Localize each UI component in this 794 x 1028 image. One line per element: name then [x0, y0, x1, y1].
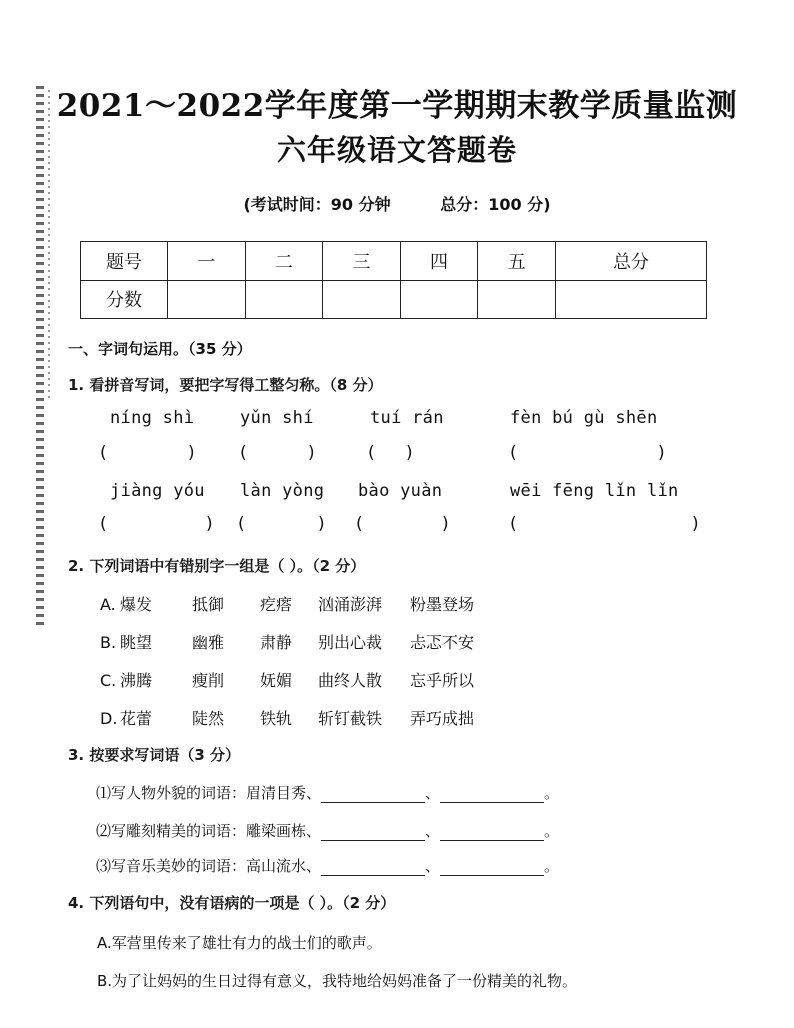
score-header-cell: 五 — [478, 242, 556, 281]
score-cell[interactable] — [245, 280, 323, 319]
answer-bracket-close: ) — [442, 514, 449, 534]
answer-bracket-close: ) — [308, 443, 315, 463]
q4-option-a[interactable]: A.军营里传来了雄壮有力的战士们的歌声。 — [97, 934, 382, 952]
option-word: 陡然 — [192, 709, 225, 728]
end-mark: 。 — [544, 822, 560, 840]
q3-item-1 — [96, 782, 559, 803]
option-word: 爆发 — [120, 595, 153, 614]
option-word: 眺望 — [120, 633, 153, 652]
q2-option-d[interactable] — [100, 706, 474, 729]
q2-option-b[interactable] — [100, 630, 474, 653]
option-word: 别出心裁 — [318, 633, 383, 652]
q4-option-b[interactable]: B.为了让妈妈的生日过得有意义，我特地给妈妈准备了一份精美的礼物。 — [97, 972, 578, 990]
answer-blank[interactable] — [440, 824, 544, 841]
score-cell[interactable] — [168, 280, 246, 319]
score-table-score-row — [81, 280, 707, 319]
score-header-cell: 三 — [323, 242, 401, 281]
end-mark: 。 — [544, 784, 560, 802]
score-cell[interactable] — [478, 280, 556, 319]
answer-bracket-close: ) — [406, 443, 413, 463]
score-header-cell: 二 — [245, 242, 323, 281]
exam-time: (考试时间：90 分钟 — [243, 195, 391, 214]
option-word: 抵御 — [192, 595, 225, 614]
q4-stem: 4. 下列语句中，没有语病的一项是（ ）。（2 分） — [68, 894, 396, 912]
answer-blank[interactable] — [321, 859, 425, 876]
option-word: 忐忑不安 — [410, 633, 475, 652]
option-word: 疙瘩 — [260, 595, 293, 614]
option-word: 曲终人散 — [318, 671, 383, 690]
pinyin-8: wēi fēng lǐn lǐn — [510, 481, 679, 501]
option-word: 粉墨登场 — [410, 595, 475, 614]
option-word: 斩钉截铁 — [318, 709, 383, 728]
exam-subtitle: 六年级语文答题卷 — [276, 133, 517, 167]
q2-stem: 2. 下列词语中有错别字一组是（ ）。（2 分） — [68, 557, 366, 575]
option-word: 花蕾 — [120, 709, 153, 728]
score-header-cell: 四 — [400, 242, 478, 281]
answer-bracket-close: ) — [658, 443, 665, 463]
option-word: 幽雅 — [192, 633, 225, 652]
q3-item-text: ⑴写人物外貌的词语：眉清目秀、 — [96, 784, 322, 802]
option-label: A. — [100, 595, 116, 614]
answer-bracket-close: ) — [692, 514, 699, 534]
section-1-title: 一、字词句运用。（35 分） — [68, 340, 252, 358]
option-label: C. — [100, 671, 117, 690]
end-mark: 。 — [544, 857, 560, 875]
pinyin-4: fèn bú gù shēn — [510, 408, 658, 428]
pinyin-2: yǔn shí — [240, 408, 314, 428]
answer-bracket-open: ( — [240, 443, 247, 463]
q2-option-c[interactable] — [100, 668, 474, 691]
score-header-cell: 总分 — [555, 242, 706, 281]
option-label: B. — [100, 633, 117, 652]
score-header-cell: 一 — [168, 242, 246, 281]
separator: 、 — [425, 822, 441, 840]
option-word: 瘦削 — [192, 671, 225, 690]
option-word: 忘乎所以 — [410, 671, 475, 690]
score-header-cell: 题号 — [81, 242, 168, 281]
separator: 、 — [425, 857, 441, 875]
answer-bracket-open: ( — [510, 514, 517, 534]
score-cell[interactable] — [323, 280, 401, 319]
answer-bracket-close: ) — [318, 514, 325, 534]
answer-blank[interactable] — [321, 824, 425, 841]
pinyin-6: làn yòng — [240, 481, 325, 501]
answer-blank[interactable] — [321, 786, 425, 803]
option-word: 沸腾 — [120, 671, 153, 690]
answer-bracket-open: ( — [100, 443, 107, 463]
option-word: 铁轨 — [260, 709, 293, 728]
q3-item-2 — [96, 820, 559, 841]
score-cell[interactable] — [400, 280, 478, 319]
q1-stem: 1. 看拼音写词，要把字写得工整匀称。（8 分） — [68, 376, 383, 394]
separator: 、 — [425, 784, 441, 802]
option-word: 弄巧成拙 — [410, 709, 475, 728]
exam-title: 2021～2022学年度第一学期期末教学质量监测 — [56, 88, 738, 124]
answer-bracket-open: ( — [100, 514, 107, 534]
option-word: 妩媚 — [260, 671, 293, 690]
pinyin-3: tuí rán — [370, 408, 444, 428]
score-cell[interactable] — [555, 280, 706, 319]
q3-stem: 3. 按要求写词语（3 分） — [68, 746, 241, 764]
q3-item-text: ⑵写雕刻精美的词语：雕梁画栋、 — [96, 822, 322, 840]
option-word: 汹涌澎湃 — [318, 595, 383, 614]
exam-info — [0, 192, 794, 215]
answer-bracket-close: ) — [188, 443, 195, 463]
option-label: D. — [100, 709, 118, 728]
answer-bracket-open: ( — [368, 443, 375, 463]
pinyin-7: bào yuàn — [358, 481, 443, 501]
answer-bracket-open: ( — [238, 514, 245, 534]
answer-blank[interactable] — [440, 786, 544, 803]
total-score: 总分：100 分) — [440, 195, 551, 214]
q3-item-3 — [96, 855, 559, 876]
score-table-header-row — [81, 242, 707, 281]
pinyin-5: jiàng yóu — [110, 481, 205, 501]
score-table — [80, 241, 707, 319]
pinyin-1: níng shì — [110, 408, 195, 428]
option-word: 肃静 — [260, 633, 293, 652]
score-row-label: 分数 — [81, 280, 168, 319]
q3-item-text: ⑶写音乐美妙的词语：高山流水、 — [96, 857, 322, 875]
answer-bracket-open: ( — [356, 514, 363, 534]
answer-bracket-open: ( — [510, 443, 517, 463]
answer-bracket-close: ) — [206, 514, 213, 534]
q2-option-a[interactable] — [100, 592, 474, 615]
answer-blank[interactable] — [440, 859, 544, 876]
